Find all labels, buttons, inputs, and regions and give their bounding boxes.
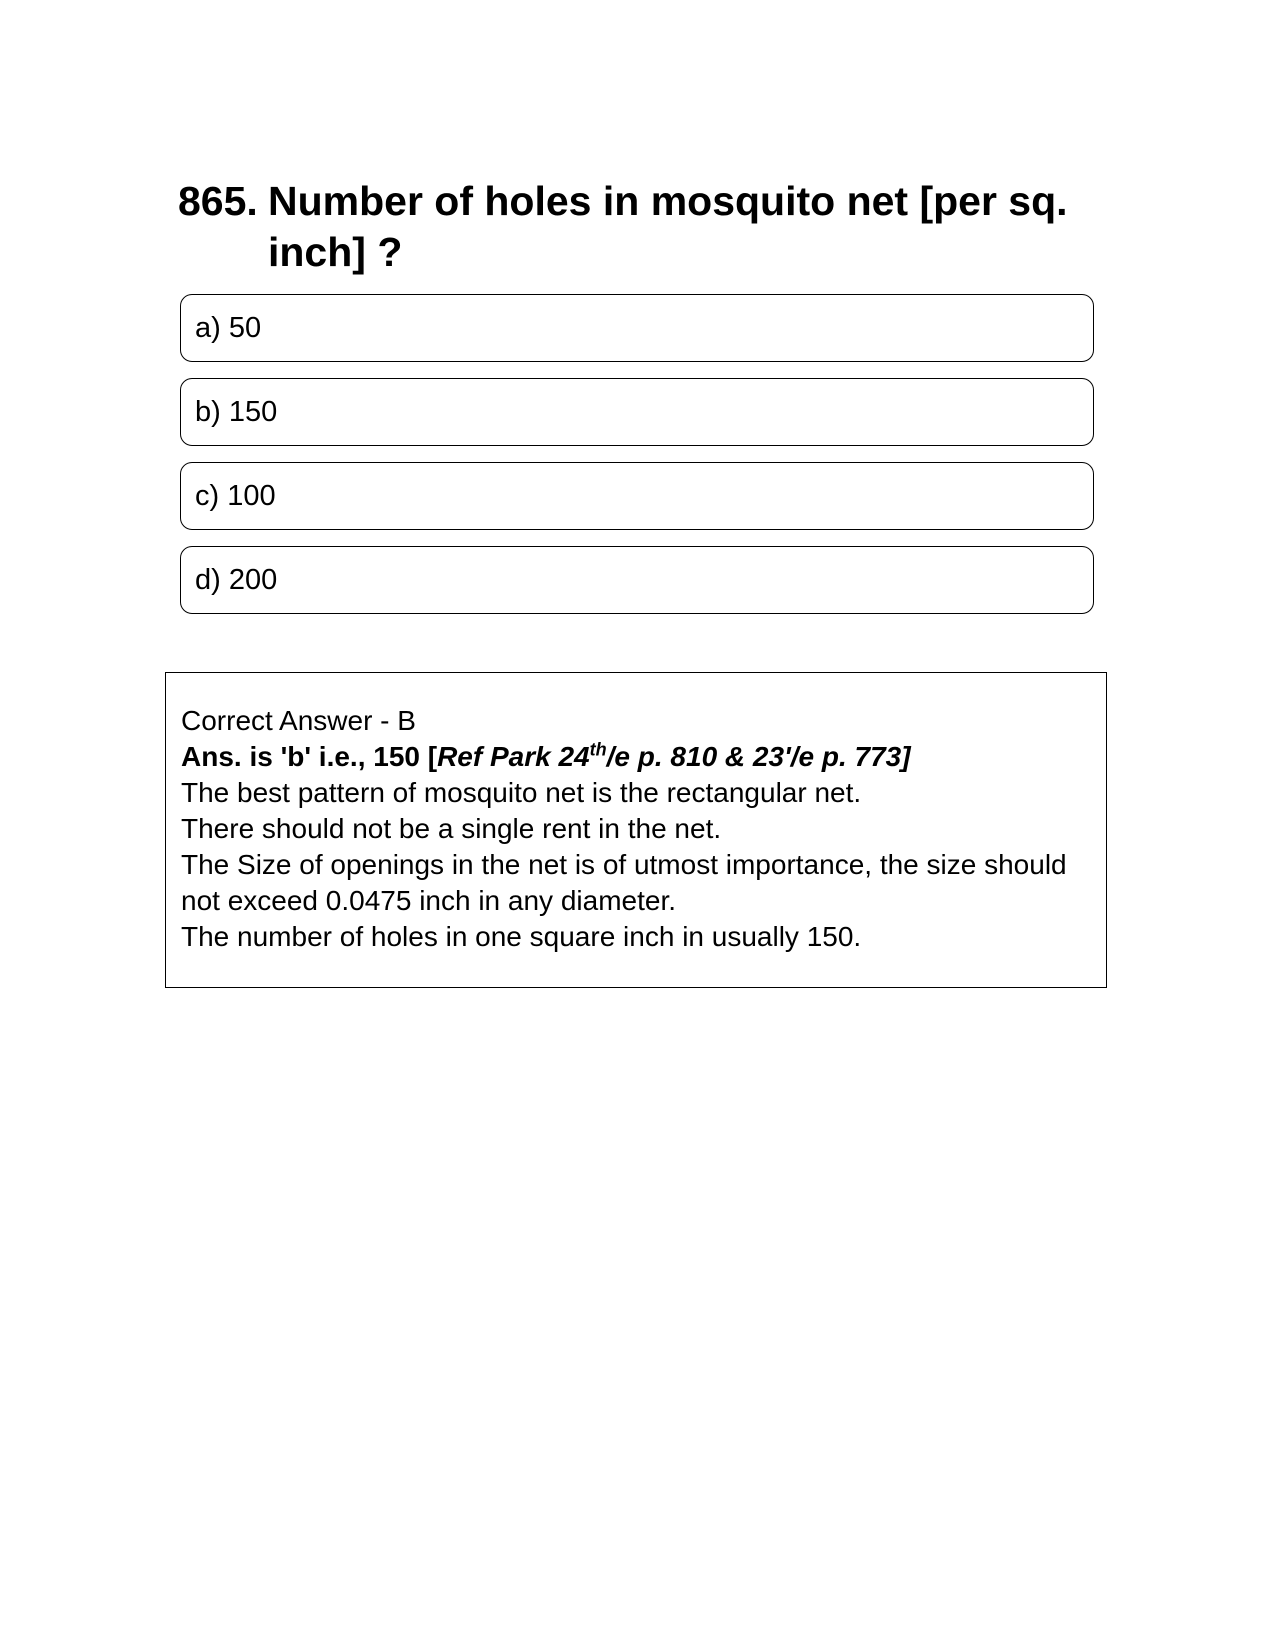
answer-prefix: Ans. is 'b' i.e., 150 [ bbox=[181, 741, 438, 772]
option-c[interactable] bbox=[180, 462, 1094, 530]
reference-part-2: /e p. 810 & 23'/e p. 773] bbox=[606, 741, 911, 772]
reference-part-1: Ref Park 24 bbox=[437, 741, 590, 772]
question-text: Number of holes in mosquito net [per sq. inch] ? bbox=[268, 178, 1068, 275]
option-label: a) 50 bbox=[195, 311, 262, 344]
question-heading bbox=[178, 176, 1108, 278]
answer-reference-line bbox=[181, 739, 1091, 775]
option-label: d) 200 bbox=[195, 563, 278, 596]
explanation-line: The number of holes in one square inch in usually 150. bbox=[181, 921, 862, 952]
option-label: b) 150 bbox=[195, 395, 278, 428]
reference-superscript: th bbox=[589, 739, 607, 760]
option-b[interactable] bbox=[180, 378, 1094, 446]
explanation-line: The best pattern of mosquito net is the rectangular net. bbox=[181, 777, 862, 808]
answer-reference bbox=[437, 741, 910, 772]
explanation-line: There should not be a single rent in the net. bbox=[181, 813, 722, 844]
options-list bbox=[180, 294, 1094, 630]
question-number: 865. bbox=[178, 178, 258, 224]
explanation-line: The Size of openings in the net is of utmost importance, the size should not exceed 0.0475 inch in any diameter. bbox=[181, 849, 1067, 916]
correct-answer: Correct Answer - B bbox=[181, 705, 416, 736]
option-d[interactable] bbox=[180, 546, 1094, 614]
option-a[interactable] bbox=[180, 294, 1094, 362]
answer-explanation-box bbox=[165, 672, 1107, 988]
option-label: c) 100 bbox=[195, 479, 276, 512]
